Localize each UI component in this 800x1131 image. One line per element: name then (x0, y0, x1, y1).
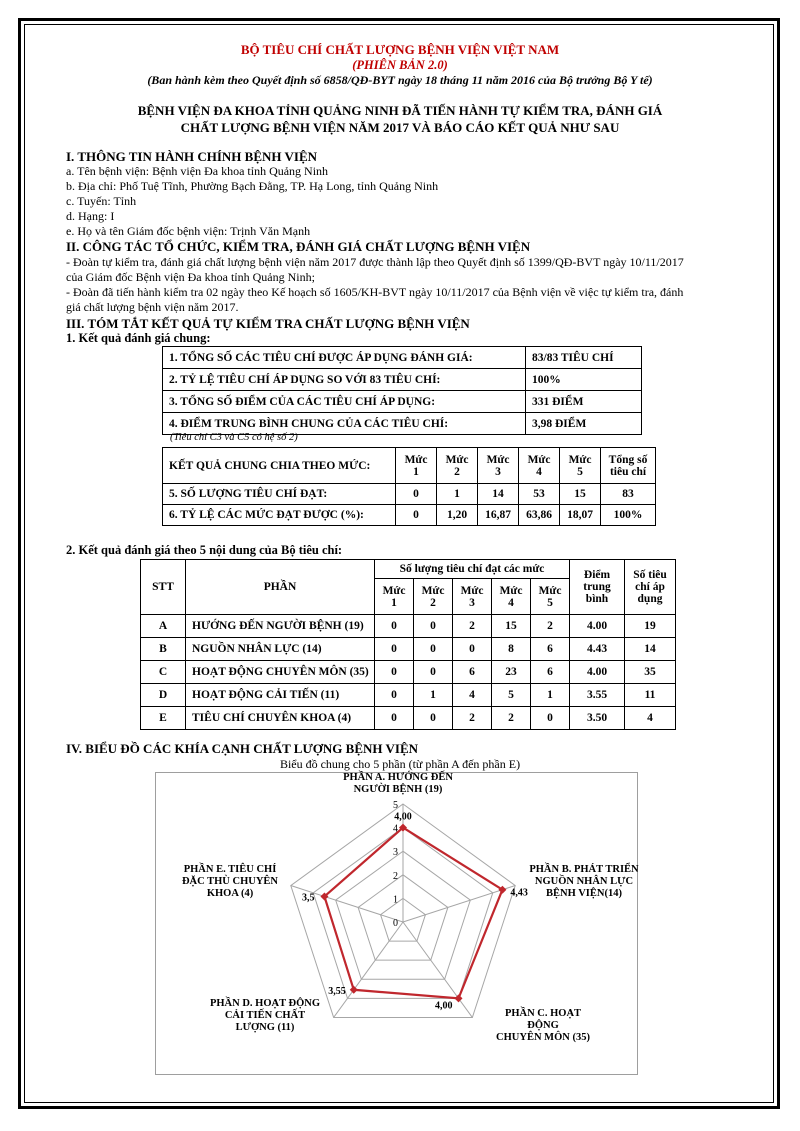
part-cell: 2 (492, 707, 531, 730)
radar-series (302, 812, 528, 1012)
level-cell: 18,07 (560, 505, 601, 526)
data-label: 4,43 (510, 887, 528, 899)
level-cell: 14 (478, 484, 519, 505)
summary-label: 3. TỔNG SỐ ĐIỂM CỦA CÁC TIÊU CHÍ ÁP DỤNG: (163, 391, 526, 413)
series-line (324, 828, 502, 999)
info-director: e. Họ và tên Giám đốc bệnh viện: Trịnh Văn Mạnh (66, 224, 311, 238)
part-avg: 3.50 (570, 707, 625, 730)
radar-grid (291, 804, 515, 1017)
level-cell: 1 (437, 484, 478, 505)
part-avg: 4.00 (570, 661, 625, 684)
total-header: Tổng số tiêu chí (601, 448, 656, 484)
part-cell: 5 (492, 684, 531, 707)
level-header: Mức 2 (414, 579, 453, 615)
part-cell: 0 (375, 684, 414, 707)
summary-label: 4. ĐIỂM TRUNG BÌNH CHUNG CỦA CÁC TIÊU CHÍ: (163, 413, 526, 435)
level-header: Mức 5 (531, 579, 570, 615)
part-cell: 2 (453, 615, 492, 638)
tick-label: 1 (393, 894, 398, 906)
level-cell: 100% (601, 505, 656, 526)
col-avg: Điểm trung bình (570, 560, 625, 615)
part-avg: 4.00 (570, 615, 625, 638)
part-stt: E (141, 707, 186, 730)
level-row-label: 6. TỶ LỆ CÁC MỨC ĐẠT ĐƯỢC (%): (163, 505, 396, 526)
part-cell: 0 (414, 707, 453, 730)
part-count: 19 (625, 615, 676, 638)
data-point (350, 986, 358, 994)
part-cell: 23 (492, 661, 531, 684)
part-stt: D (141, 684, 186, 707)
level-cell: 53 (519, 484, 560, 505)
summary-label: 2. TỶ LỆ TIÊU CHÍ ÁP DỤNG SO VỚI 83 TIÊU CHÍ: (163, 369, 526, 391)
part-stt: C (141, 661, 186, 684)
part-cell: 8 (492, 638, 531, 661)
level-cell: 16,87 (478, 505, 519, 526)
axis-label-a: PHẦN A. HƯỚNG ĐẾN NGƯỜI BỆNH (19) (343, 772, 453, 795)
chart-title: Biểu đồ chung cho 5 phần (từ phần A đến phần E) (279, 757, 521, 771)
info-rank: d. Hạng: I (66, 209, 115, 223)
tick-label: 2 (393, 870, 398, 882)
report-title-line1: BỆNH VIỆN ĐA KHOA TỈNH QUẢNG NINH ĐÃ TIẾN HÀNH TỰ KIỂM TRA, ĐÁNH GIÁ (137, 103, 663, 118)
info-level: c. Tuyến: Tỉnh (66, 194, 137, 208)
grid-spoke (403, 886, 515, 922)
part-name: HƯỚNG ĐẾN NGƯỜI BỆNH (19) (186, 615, 375, 638)
doc-issued: (Ban hành kèm theo Quyết định số 6858/QĐ-BYT ngày 18 tháng 11 năm 2016 của Bộ trưởng Bộ Y tế) (147, 73, 653, 87)
part-name: HOẠT ĐỘNG CHUYÊN MÔN (35) (186, 661, 375, 684)
level-cell: 1,20 (437, 505, 478, 526)
col-part: PHẦN (186, 560, 375, 615)
level-header: Mức 3 (453, 579, 492, 615)
part-cell: 6 (531, 661, 570, 684)
data-point (454, 994, 462, 1002)
section2-p2a: - Đoàn đã tiến hành kiểm tra 02 ngày theo Kế hoạch số 1605/KH-BVT ngày 10/11/2017 của Bệnh viện về việc tự kiểm tra, đánh (66, 285, 684, 299)
part-avg: 3.55 (570, 684, 625, 707)
summary-label: 1. TỔNG SỐ CÁC TIÊU CHÍ ĐƯỢC ÁP DỤNG ĐÁNH GIÁ: (163, 347, 526, 369)
part-count: 4 (625, 707, 676, 730)
axis-label-c: PHẦN C. HOẠT ĐỘNG CHUYÊN MÔN (35) (496, 1008, 590, 1043)
data-label: 4,00 (394, 811, 412, 823)
axis-label-e: PHẦN E. TIÊU CHÍ ĐẶC THÙ CHUYÊN KHOA (4) (181, 864, 279, 899)
part-cell: 2 (531, 615, 570, 638)
level-header: Mức 4 (492, 579, 531, 615)
axis-label-b: PHẦN B. PHÁT TRIỂN NGUỒN NHÂN LỰC BỆNH VIỆN(14) (529, 864, 639, 899)
part-name: NGUỒN NHÂN LỰC (14) (186, 638, 375, 661)
summary-value: 3,98 ĐIỂM (526, 413, 642, 435)
part-cell: 0 (414, 615, 453, 638)
level-cell: 0 (396, 505, 437, 526)
level-cell: 63,86 (519, 505, 560, 526)
level-header: Mức 4 (519, 448, 560, 484)
col-stt: STT (141, 560, 186, 615)
data-label: 3,5 (301, 892, 315, 904)
part-cell: 0 (375, 615, 414, 638)
section2-p2b: giá chất lượng bệnh viện năm 2017. (66, 300, 239, 314)
part-name: TIÊU CHÍ CHUYÊN KHOA (4) (186, 707, 375, 730)
part-stt: A (141, 615, 186, 638)
tick-label: 3 (393, 847, 398, 859)
coefficient-note: (Tiêu chí C3 và C5 có hệ số 2) (170, 432, 298, 443)
part-cell: 0 (414, 638, 453, 661)
section2-p1b: của Giám đốc Bệnh viện Đa khoa tỉnh Quảng Ninh; (66, 270, 315, 284)
summary-value: 100% (526, 369, 642, 391)
level-cell: 0 (396, 484, 437, 505)
grid-spoke (334, 922, 403, 1017)
doc-version: (PHIÊN BẢN 2.0) (352, 58, 448, 72)
part-count: 35 (625, 661, 676, 684)
part-cell: 2 (453, 707, 492, 730)
part-count: 11 (625, 684, 676, 707)
col-count: Số tiêu chí áp dụng (625, 560, 676, 615)
part-cell: 6 (531, 638, 570, 661)
part-count: 14 (625, 638, 676, 661)
level-header: Mức 1 (375, 579, 414, 615)
section2-heading: II. CÔNG TÁC TỔ CHỨC, KIỂM TRA, ĐÁNH GIÁ CHẤT LƯỢNG BỆNH VIỆN (66, 239, 531, 254)
part-cell: 1 (531, 684, 570, 707)
part-cell: 0 (375, 707, 414, 730)
part-cell: 0 (414, 661, 453, 684)
part-cell: 0 (375, 638, 414, 661)
tick-label: 4 (393, 823, 398, 835)
section4-heading: IV. BIỂU ĐỒ CÁC KHÍA CẠNH CHẤT LƯỢNG BỆNH VIỆN (66, 741, 419, 756)
part-cell: 0 (531, 707, 570, 730)
report-title-line2: CHẤT LƯỢNG BỆNH VIỆN NĂM 2017 VÀ BÁO CÁO KẾT QUẢ NHƯ SAU (180, 120, 620, 135)
section2-p1a: - Đoàn tự kiểm tra, đánh giá chất lượng bệnh viện năm 2017 được thành lập theo Quyết định số 1399/QĐ-BVT ngày 10/11/2017 (66, 255, 684, 269)
level-cell: 15 (560, 484, 601, 505)
part-cell: 0 (453, 638, 492, 661)
part-cell: 0 (375, 661, 414, 684)
part-cell: 6 (453, 661, 492, 684)
part-cell: 4 (453, 684, 492, 707)
grid-spoke (291, 886, 403, 922)
col-group: Số lượng tiêu chí đạt các mức (375, 560, 570, 579)
level-header: Mức 3 (478, 448, 519, 484)
part-stt: B (141, 638, 186, 661)
data-label: 3,55 (328, 985, 346, 997)
level-header-label: KẾT QUẢ CHUNG CHIA THEO MỨC: (163, 448, 396, 484)
data-label: 4,00 (434, 1000, 453, 1012)
level-header: Mức 5 (560, 448, 601, 484)
part-name: HOẠT ĐỘNG CẢI TIẾN (11) (186, 684, 375, 707)
section3-sub1: 1. Kết quả đánh giá chung: (66, 331, 211, 345)
axis-label-d: PHẦN D. HOẠT ĐỘNG CẢI TIẾN CHẤT LƯỢNG (11) (209, 998, 321, 1033)
level-header: Mức 1 (396, 448, 437, 484)
part-cell: 1 (414, 684, 453, 707)
section3-sub2: 2. Kết quả đánh giá theo 5 nội dung của Bộ tiêu chí: (66, 543, 343, 557)
tick-label: 5 (393, 800, 398, 811)
info-address: b. Địa chỉ: Phố Tuệ Tĩnh, Phường Bạch Đằng, TP. Hạ Long, tỉnh Quảng Ninh (66, 179, 439, 193)
tick-label: 0 (393, 918, 398, 929)
part-cell: 15 (492, 615, 531, 638)
level-cell: 83 (601, 484, 656, 505)
level-header: Mức 2 (437, 448, 478, 484)
info-hospital-name: a. Tên bệnh viện: Bệnh viện Đa khoa tỉnh Quảng Ninh (66, 164, 329, 178)
summary-value: 83/83 TIÊU CHÍ (526, 347, 642, 369)
doc-title: BỘ TIÊU CHÍ CHẤT LƯỢNG BỆNH VIỆN VIỆT NAM (240, 42, 560, 57)
part-avg: 4.43 (570, 638, 625, 661)
level-row-label: 5. SỐ LƯỢNG TIÊU CHÍ ĐẠT: (163, 484, 396, 505)
summary-value: 331 ĐIỂM (526, 391, 642, 413)
section1-heading: I. THÔNG TIN HÀNH CHÍNH BỆNH VIỆN (66, 149, 318, 164)
section3-heading: III. TÓM TẮT KẾT QUẢ TỰ KIỂM TRA CHẤT LƯỢNG BỆNH VIỆN (66, 316, 470, 331)
